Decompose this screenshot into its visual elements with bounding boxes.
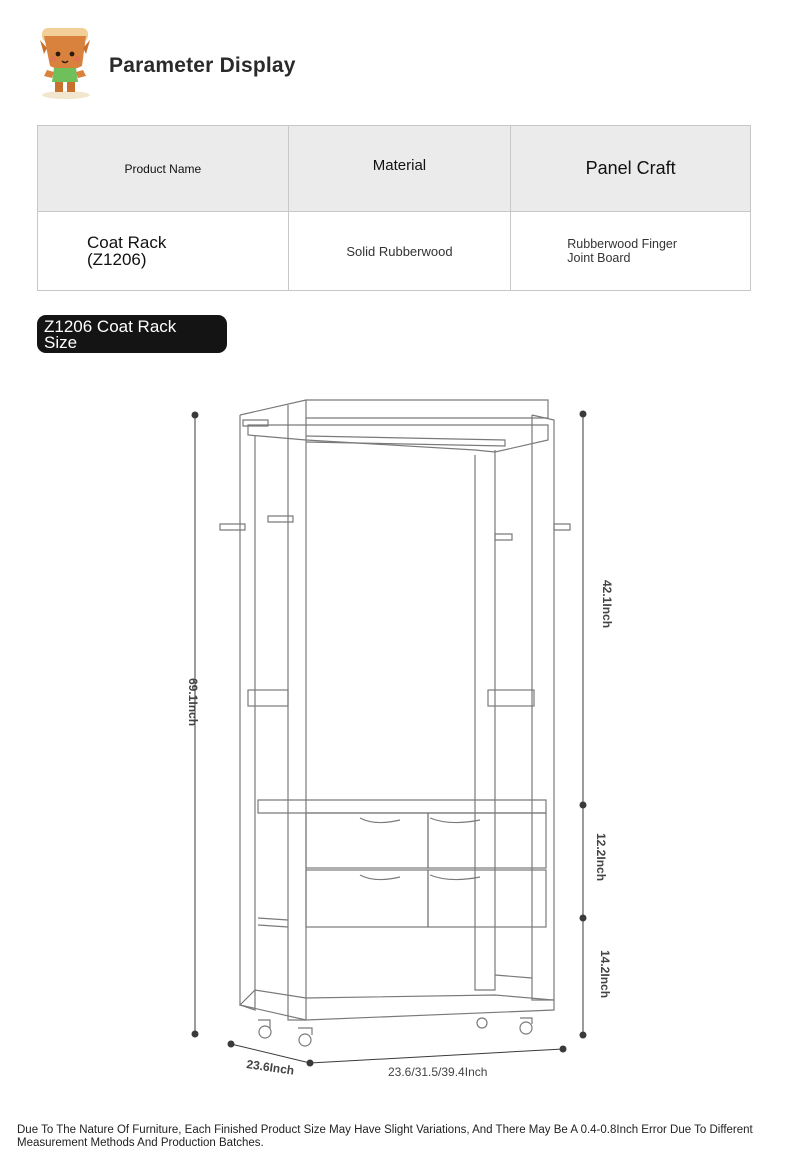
size-badge-line1: Z1206 Coat Rack	[44, 317, 177, 336]
coat-rack-illustration	[220, 400, 570, 1046]
size-badge-line2: Size	[44, 333, 78, 352]
parameter-table	[37, 125, 751, 291]
size-section-badge	[37, 315, 227, 353]
table-row	[38, 212, 751, 291]
coat-rack-dimension-drawing	[0, 380, 790, 1100]
mascot-icon	[36, 26, 96, 100]
panel-craft-line2: Joint Board	[567, 251, 631, 265]
dim-width-label: 23.6/31.5/39.4Inch	[388, 1065, 488, 1079]
dim-drawer-height-label: 12.2Inch	[594, 833, 608, 882]
dimension-lines	[192, 411, 586, 1066]
footer-note: Due To The Nature Of Furniture, Each Finished Product Size May Have Slight Variations, And There May Be A 0.4-0.8Inch Error Due To Different Measurement Methods And Production Batches.	[17, 1124, 753, 1149]
header-material: Material	[288, 126, 511, 212]
dim-bottom-height-label: 14.2Inch	[598, 950, 612, 999]
cell-material: Solid Rubberwood	[288, 212, 511, 291]
page-title: Parameter Display	[109, 54, 296, 77]
header-product-name: Product Name	[38, 126, 289, 212]
cell-panel-craft	[511, 212, 751, 291]
dimension-labels	[186, 580, 614, 1079]
dim-upper-height-label: 42.1Inch	[600, 580, 614, 629]
dim-depth-label: 23.6Inch	[245, 1057, 296, 1078]
caster-wheels	[258, 1018, 532, 1046]
table-header-row	[38, 126, 751, 212]
product-name-line1: Coat Rack	[87, 233, 167, 252]
cell-product-name	[38, 212, 289, 291]
dim-total-height-label: 69.1Inch	[186, 678, 200, 727]
page-header	[36, 26, 736, 104]
product-name-line2: (Z1206)	[87, 250, 147, 269]
header-panel-craft: Panel Craft	[511, 126, 751, 212]
panel-craft-line1: Rubberwood Finger	[567, 237, 678, 251]
